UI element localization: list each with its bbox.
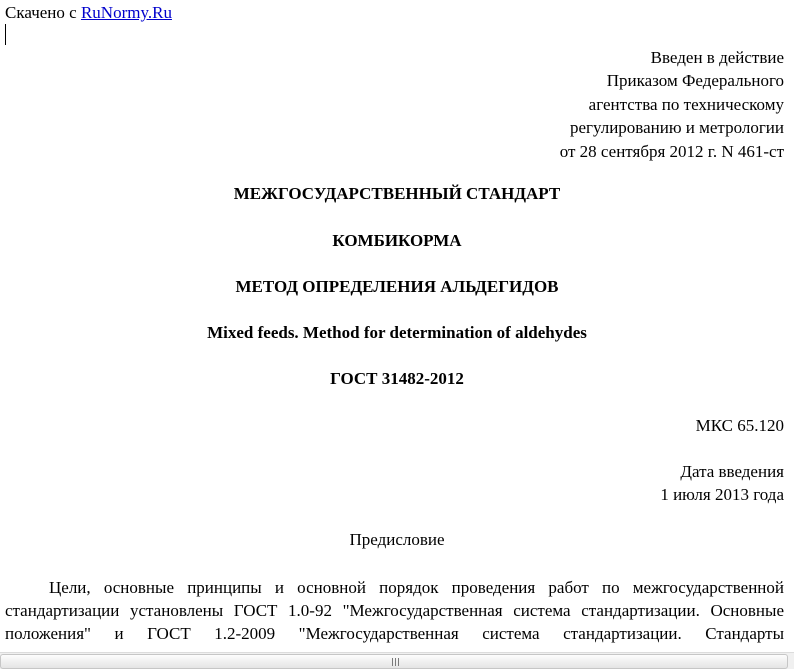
runormy-link[interactable]: RuNormy.Ru (80, 3, 172, 22)
text-cursor (5, 24, 6, 45)
horizontal-scrollbar[interactable] (0, 652, 794, 669)
enactment-line: Приказом Федерального (606, 71, 784, 91)
english-title: Mixed feeds. Method for determination of aldehydes (207, 323, 587, 342)
foreword-heading: Предисловие (349, 530, 445, 549)
standard-type-heading: МЕЖГОСУДАРСТВЕННЫЙ СТАНДАРТ (233, 184, 561, 203)
download-source-line (5, 3, 172, 23)
enactment-line: агентства по техническому (588, 94, 784, 114)
method-heading: МЕТОД ОПРЕДЕЛЕНИЯ АЛЬДЕГИДОВ (235, 277, 559, 296)
mks-code: МКС 65.120 (695, 416, 784, 435)
download-source-prefix: Скачено с (5, 3, 81, 22)
effective-date-value: 1 июля 2013 года (660, 485, 784, 504)
foreword-paragraph: Цели, основные принципы и основной порядок проведения работ по межгосударственной стандартизации установлены ГОСТ 1.0-92 "Межгосударственная система стандартизации. Основные положения" и ГОСТ 1.2-2009 "Межгосударственная система стандартизации. Стандарты (5, 578, 784, 643)
effective-date-label: Дата введения (680, 462, 784, 481)
enactment-block (560, 46, 784, 163)
effective-date-block (660, 460, 784, 506)
subject-heading: КОМБИКОРМА (332, 231, 462, 250)
enactment-line: от 28 сентября 2012 г. N 461-ст (559, 141, 784, 161)
enactment-line: регулированию и метрологии (569, 118, 784, 138)
scrollbar-thumb[interactable] (0, 654, 788, 669)
gost-code: ГОСТ 31482-2012 (330, 369, 464, 388)
scrollbar-grip-icon (392, 658, 402, 666)
enactment-line: Введен в действие (650, 48, 784, 67)
